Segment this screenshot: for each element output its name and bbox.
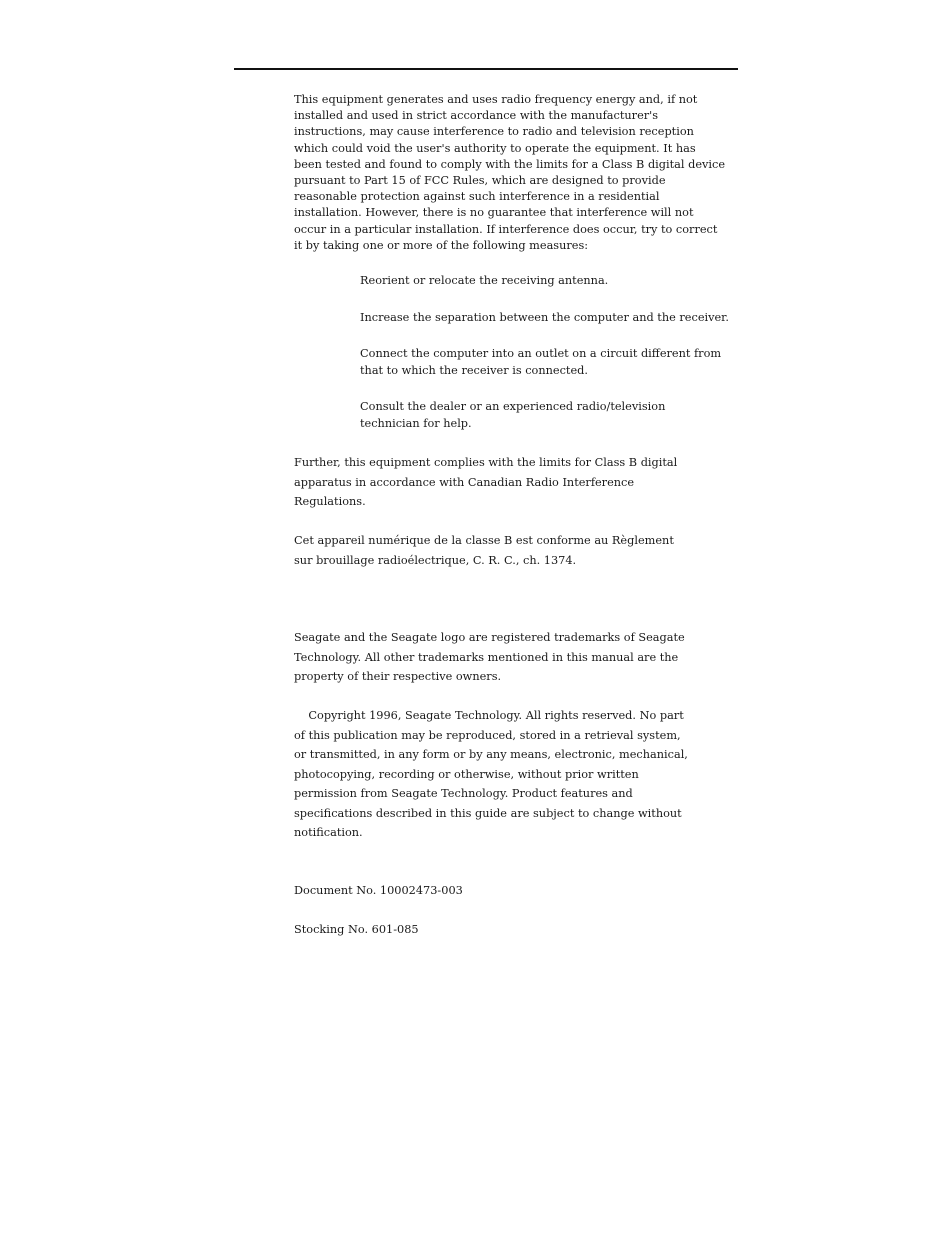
fcc-notice-paragraph: This equipment generates and uses radio frequency energy and, if not installed and used in strict accordance with the manufacturer's instructions, may cause interference to radio and television reception which could void the user's authority to operate the equipment. It has been tested and found to comply with the limits for a Class B digital device pursuant to Part 15 of FCC Rules, which are designed to provide reasonable protection against such interference in a residential installation. However, there is no guarantee that interference will not occur in a particular installation. If interference does occur, try to correct it by taking one or more of the following measures: <box>294 93 726 252</box>
stocking-number: Stocking No. 601-085 <box>294 922 419 936</box>
measure-different-outlet: Connect the computer into an outlet on a circuit different from that to which the receiver is connected. <box>360 347 722 377</box>
canadian-notice-french: Cet appareil numérique de la classe B est conforme au Règlement sur brouillage radioélectrique, C. R. C., ch. 1374. <box>294 534 674 567</box>
measure-consult-dealer: Consult the dealer or an experienced radio/television technician for help. <box>360 400 666 430</box>
document-numbers <box>294 861 744 959</box>
canadian-notice-english: Further, this equipment complies with the limits for Class B digital apparatus in accordance with Canadian Radio Interference Regulations. <box>294 456 678 508</box>
header-rule <box>234 68 738 70</box>
trademarks-paragraph: Seagate and the Seagate logo are registered trademarks of Seagate Technology. All other trademarks mentioned in this manual are the property of their respective owners. <box>294 631 685 683</box>
document-number: Document No. 10002473-003 <box>294 883 463 897</box>
copyright-paragraph: Copyright 1996, Seagate Technology. All rights reserved. No part of this publication may be reproduced, stored in a retrieval system, or transmitted, in any form or by any means, electronic, mechanical, photocopying, recording or otherwise, without prior written permission from Seagate Technology. Product features and specifications described in this guide are subject to change without notification. <box>294 709 688 839</box>
measure-increase-separation: Increase the separation between the computer and the receiver. <box>360 311 729 324</box>
measure-reorient-antenna: Reorient or relocate the receiving antenna. <box>360 274 609 287</box>
